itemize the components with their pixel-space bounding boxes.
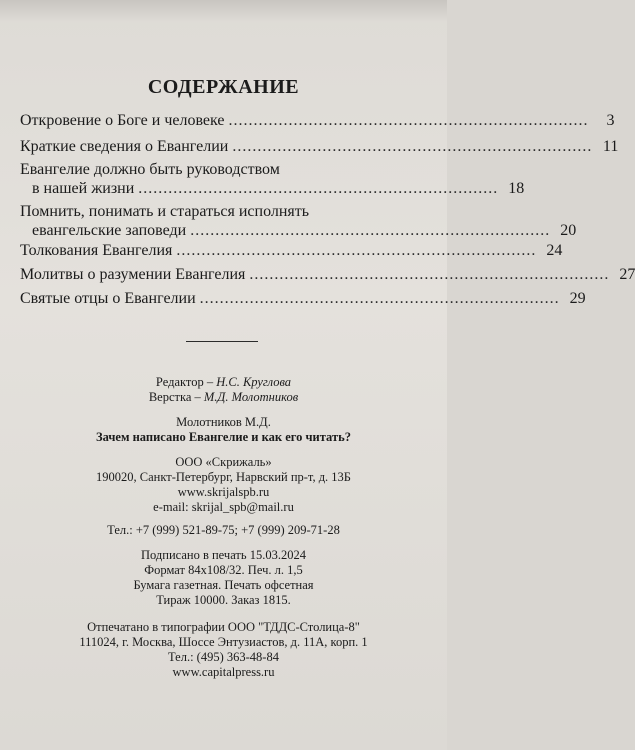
toc-page-number: 20 (560, 222, 577, 239)
editor-name: Н.С. Круглова (216, 375, 292, 389)
layout-name: М.Д. Молотников (203, 390, 299, 404)
section-divider (186, 341, 258, 342)
toc-entry[interactable] (20, 160, 525, 198)
toc-entry[interactable] (20, 137, 619, 156)
toc-leader: ........................................................................ (249, 266, 610, 283)
toc-entry[interactable] (20, 241, 563, 260)
toc-entry-title-continued: евангельские заповеди (32, 222, 187, 239)
toc-entry[interactable] (20, 202, 577, 240)
toc-entry[interactable] (20, 289, 586, 308)
publisher-phones: Тел.: +7 (999) 521-89-75; +7 (999) 209-71-28 (107, 523, 340, 537)
toc-leader: ........................................................................ (232, 138, 593, 155)
toc-leader: ........................................................................ (138, 180, 499, 197)
layout-role: Верстка – (148, 390, 201, 404)
print-format: Формат 84х108/32. Печ. л. 1,5 (144, 563, 303, 577)
toc-page-number: 3 (606, 112, 615, 129)
toc-leader: ........................................................................ (190, 222, 551, 239)
toc-page-number: 29 (569, 290, 586, 307)
publisher-address: 190020, Санкт-Петербург, Нарвский пр-т, д. 13Б (96, 470, 351, 484)
toc-heading: СОДЕРЖАНИЕ (147, 76, 300, 98)
publisher-name: ООО «Скрижаль» (175, 455, 272, 469)
printer-phone: Тел.: (495) 363-48-84 (168, 650, 279, 664)
toc-entry[interactable] (20, 111, 615, 130)
toc-leader: ........................................................................ (176, 242, 537, 259)
book-title: Зачем написано Евангелие и как его читать? (96, 430, 351, 444)
layout-credit (0, 390, 447, 405)
publisher-email: e-mail: skrijal_spb@mail.ru (153, 500, 294, 514)
toc-page-number: 18 (508, 180, 525, 197)
print-paper: Бумага газетная. Печать офсетная (133, 578, 314, 592)
editor-credit (0, 375, 447, 390)
toc-entry-title: Краткие сведения о Евангелии (20, 138, 229, 155)
printer-name: Отпечатано в типографии ООО "ТДДС-Столица-8" (87, 620, 360, 634)
toc-entry-title-continued: в нашей жизни (32, 180, 135, 197)
editor-role: Редактор – (155, 375, 214, 389)
toc-entry-title: Толкования Евангелия (20, 242, 173, 259)
toc-entry-title: Святые отцы о Евангелии (20, 290, 196, 307)
toc-entry-title: Помнить, понимать и стараться исполнять (20, 203, 310, 220)
toc-entry-title: Евангелие должно быть руководством (20, 161, 280, 178)
toc-leader: ........................................................................ (199, 290, 560, 307)
toc-entry[interactable] (20, 265, 635, 284)
toc-entry-title: Откровение о Боге и человеке (20, 112, 225, 129)
toc-leader: ........................................................................ (228, 112, 589, 129)
toc-page-number: 11 (602, 138, 619, 155)
publisher-website: www.skrijalspb.ru (177, 485, 270, 499)
printer-address: 111024, г. Москва, Шоссе Энтузиастов, д. 11А, корп. 1 (79, 635, 368, 649)
print-signed-date: Подписано в печать 15.03.2024 (141, 548, 306, 562)
toc-page-number: 24 (546, 242, 563, 259)
toc-page-number: 27 (619, 266, 635, 283)
print-run: Тираж 10000. Заказ 1815. (156, 593, 291, 607)
toc-entry-title: Молитвы о разумении Евангелия (20, 266, 246, 283)
book-author: Молотников М.Д. (176, 415, 271, 429)
printer-website: www.capitalpress.ru (172, 665, 275, 679)
previous-page-bleed (0, 0, 447, 22)
